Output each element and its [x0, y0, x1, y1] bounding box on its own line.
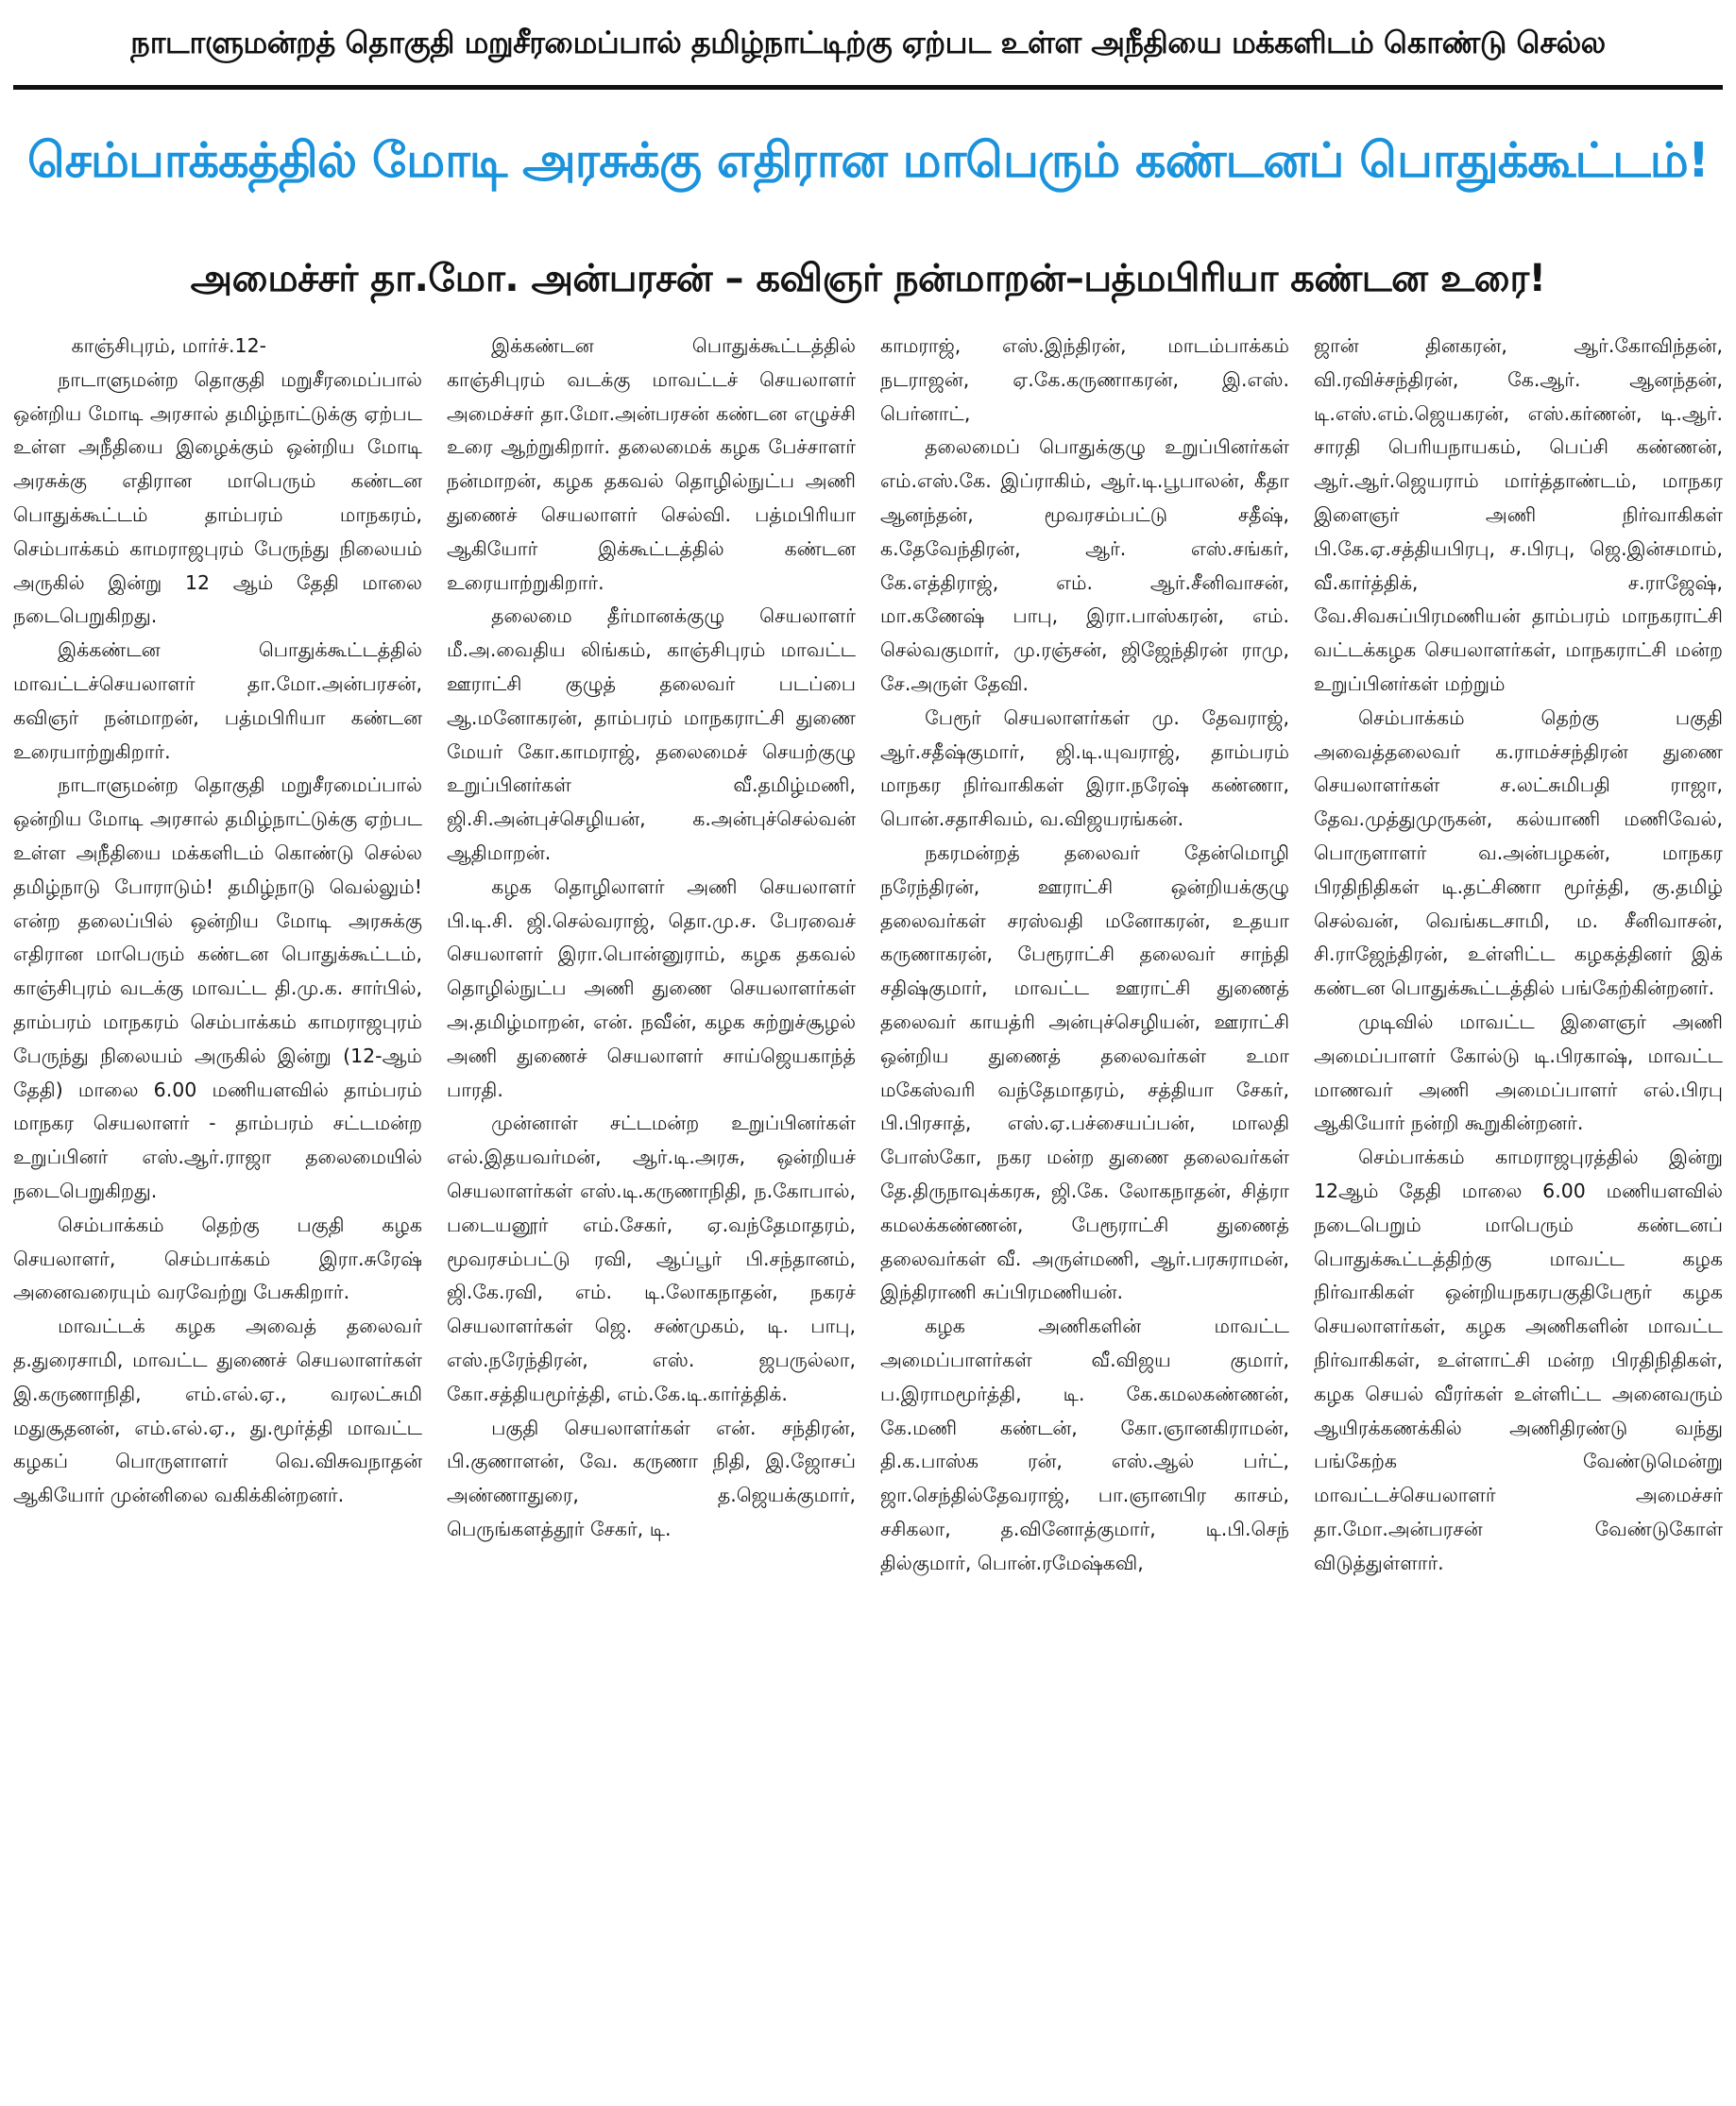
paragraph: கழக தொழிலாளர் அணி செயலாளர் பி.டி.சி. ஜி.செல்வராஜ், தொ.மு.ச. பேரவைச் செயலாளர் இரா.பொன்னுராம், கழக தகவல் தொழில்நுட்ப அணி துணை செயலாளர்கள் அ.தமிழ்மாறன், என். நவீன், கழக சுற்றுச்சூழல் அணி துணைச் செயலாளர் சாய்ஜெயகாந்த் பாரதி.: [447, 875, 856, 1101]
paragraph: கழக அணிகளின் மாவட்ட அமைப்பாளர்கள் வீ.விஜய குமார், ப.இராமமூர்த்தி, டி. கே.கமலகண்ணன், கே.மணி கண்டன், கோ.ஞானகிராமன், தி.க.பாஸ்க ரன், எஸ்.ஆல் பர்ட், ஜா.செந்தில்தேவராஜ், பா.ஞானபிர காசம், சசிகலா, த.வினோத்குமார், டி.பி.செந் தில்குமார், பொன்.ரமேஷ்கவி,: [880, 1315, 1289, 1574]
paragraph: நகரமன்றத் தலைவர் தேன்மொழி நரேந்திரன், ஊராட்சி ஒன்றியக்குழு தலைவர்கள் சரஸ்வதி மனோகரன், உதயா கருணாகரன், பேரூராட்சி தலைவர் சாந்தி சதிஷ்குமார், மாவட்ட ஊராட்சி துணைத் தலைவர் காயத்ரி அன்புச்செழியன், ஊராட்சி ஒன்றிய துணைத் தலைவர்கள் உமா மகேஸ்வரி வந்தேமாதரம், சத்தியா சேகர், பி.பிரசாத், எஸ்.ஏ.பச்சையப்பன், மாலதி போஸ்கோ, நகர மன்ற துணை தலைவர்கள் தே.திருநாவுக்கரசு, ஜி.கே. லோகநாதன், சித்ரா கமலக்கண்ணன், பேரூராட்சி துணைத் தலைவர்கள் வீ. அருள்மணி, ஆர்.பரசுராமன், இந்திராணி சுப்பிரமணியன்.: [880, 841, 1289, 1304]
paragraph: நாடாளுமன்ற தொகுதி மறுசீரமைப்பால் ஒன்றிய மோடி அரசால் தமிழ்நாட்டுக்கு ஏற்பட உள்ள அநீதியை மக்களிடம் கொண்டு செல்ல தமிழ்நாடு போராடும்! தமிழ்நாடு வெல்லும்! என்ற தலைப்பில் ஒன்றிய மோடி அரசுக்கு எதிரான மாபெரும் கண்டன பொதுக்கூட்டம், காஞ்சிபுரம் வடக்கு மாவட்ட தி.மு.க. சார்பில், தாம்பரம் மாநகரம் செம்பாக்கம் காமராஜபுரம் பேருந்து நிலையம் அருகில் இன்று (12-ஆம் தேதி) மாலை 6.00 மணியளவில் தாம்பரம் மாநகர செயலாளர் - தாம்பரம் சட்டமன்ற உறுப்பினர் எஸ்.ஆர்.ராஜா தலைமையில் நடைபெறுகிறது.: [13, 773, 422, 1202]
paragraph: முடிவில் மாவட்ட இளைஞர் அணி அமைப்பாளர் கோல்டு டி.பிரகாஷ், மாவட்ட மாணவர் அணி அமைப்பாளர் எல்.பிரபு ஆகியோர் நன்றி கூறுகின்றனர்.: [1314, 1010, 1723, 1135]
paragraph: இக்கண்டன பொதுக்கூட்டத்தில் மாவட்டச்செயலாளர் தா.மோ.அன்பரசன், கவிஞர் நன்மாறன், பத்மபிரியா கண்டன உரையாற்றுகிறார்.: [13, 638, 422, 763]
paragraph: ஜான் தினகரன், ஆர்.கோவிந்தன், வி.ரவிச்சந்திரன், கே.ஆர். ஆனந்தன், டி.எஸ்.எம்.ஜெயகரன், எஸ்.கர்ணன், டி.ஆர். சாரதி பெரியநாயகம், பெப்சி கண்ணன், ஆர்.ஆர்.ஜெயராம் மார்த்தாண்டம், மாநகர இளைஞர் அணி நிர்வாகிகள் பி.கே.ஏ.சத்தியபிரபு, ச.பிரபு, ஜெ.இன்சமாம், வீ.கார்த்திக், ச.ராஜேஷ், வே.சிவசுப்பிரமணியன் தாம்பரம் மாநகராட்சி வட்டக்கழக செயலாளர்கள், மாநகராட்சி மன்ற உறுப்பினர்கள் மற்றும்: [1314, 334, 1723, 695]
paragraph: செம்பாக்கம் காமராஜபுரத்தில் இன்று 12ஆம் தேதி மாலை 6.00 மணியளவில் நடைபெறும் மாபெரும் கண்டனப் பொதுக்கூட்டத்திற்கு மாவட்ட கழக நிர்வாகிகள் ஒன்றியநகரபகுதிபேரூர் கழக செயலாளர்கள், கழக அணிகளின் மாவட்ட நிர்வாகிகள், உள்ளாட்சி மன்ற பிரதிநிதிகள், கழக செயல் வீரர்கள் உள்ளிட்ட அனைவரும் ஆயிரக்கணக்கில் அணிதிரண்டு வந்து பங்கேற்க வேண்டுமென்று மாவட்டச்செயலாளர் அமைச்சர் தா.மோ.அன்பரசன் வேண்டுகோள் விடுத்துள்ளார்.: [1314, 1146, 1723, 1574]
paragraph: தலைமை தீர்மானக்குழு செயலாளர் மீ.அ.வைதிய லிங்கம், காஞ்சிபுரம் மாவட்ட ஊராட்சி குழுத் தலைவர் படப்பை ஆ.மனோகரன், தாம்பரம் மாநகராட்சி துணை மேயர் கோ.காமராஜ், தலைமைச் செயற்குழு உறுப்பினர்கள் வீ.தமிழ்மணி, ஜி.சி.அன்புச்செழியன், க.அன்புச்செல்வன் ஆதிமாறன்.: [447, 604, 856, 864]
paragraph: இக்கண்டன பொதுக்கூட்டத்தில் காஞ்சிபுரம் வடக்கு மாவட்டச் செயலாளர் அமைச்சர் தா.மோ.அன்பரசன் கண்டன எழுச்சி உரை ஆற்றுகிறார். தலைமைக் கழக பேச்சாளர் நன்மாறன், கழக தகவல் தொழில்நுட்ப அணி துணைச் செயலாளர் செல்வி. பத்மபிரியா ஆகியோர் இக்கூட்டத்தில் கண்டன உரையாற்றுகிறார்.: [447, 334, 856, 594]
headline: செம்பாக்கத்தில் மோடி அரசுக்கு எதிரான மாபெரும் கண்டனப் பொதுக்கூட்டம்!: [26, 133, 1710, 189]
paragraph: செம்பாக்கம் தெற்கு பகுதி அவைத்தலைவர் க.ராமச்சந்திரன் துணை செயலாளர்கள் ச.லட்சுமிபதி ராஜா, தேவ.முத்துமுருகன், கல்யாணி மணிவேல், பொருளாளர் வ.அன்பழகன், மாநகர பிரதிநிதிகள் டி.தட்சிணா மூர்த்தி, கு.தமிழ் செல்வன், வெங்கடசாமி, ம. சீனிவாசன், சி.ராஜேந்திரன், உள்ளிட்ட கழகத்தினர் இக் கண்டன பொதுக்கூட்டத்தில் பங்கேற்கின்றனர்.: [1314, 705, 1723, 1000]
column-2: [447, 330, 856, 2086]
paragraph: செம்பாக்கம் தெற்கு பகுதி கழக செயலாளர், செம்பாக்கம் இரா.சுரேஷ் அனைவரையும் வரவேற்று பேசுகிறார்.: [13, 1213, 422, 1304]
article-body: [13, 330, 1723, 2086]
column-3: [880, 330, 1289, 2086]
paragraph: பகுதி செயலாளர்கள் என். சந்திரன், பி.குணாளன், வே. கருணா நிதி, இ.ஜோசப் அண்ணாதுரை, த.ஜெயக்குமார், பெருங்களத்தூர் சேகர், டி.: [447, 1416, 856, 1540]
paragraph: தலைமைப் பொதுக்குழு உறுப்பினர்கள் எம்.எஸ்.கே. இப்ராகிம், ஆர்.டி.பூபாலன், கீதா ஆனந்தன், மூவரசம்பட்டு சதீஷ், க.தேவேந்திரன், ஆர். எஸ்.சங்கர், கே.எத்திராஜ், எம். ஆர்.சீனிவாசன், மா.கணேஷ் பாபு, இரா.பாஸ்கரன், எம். செல்வகுமார், மு.ரஞ்சன், ஜிஜேந்திரன் ராமு, சே.அருள் தேவி.: [880, 435, 1289, 695]
paragraph: நாடாளுமன்ற தொகுதி மறுசீரமைப்பால் ஒன்றிய மோடி அரசால் தமிழ்நாட்டுக்கு ஏற்பட உள்ள அநீதியை இழைக்கும் ஒன்றிய மோடி அரசுக்கு எதிரான மாபெரும் கண்டன பொதுக்கூட்டம் தாம்பரம் மாநகரம், செம்பாக்கம் காமராஜபுரம் பேருந்து நிலையம் அருகில் இன்று 12 ஆம் தேதி மாலை நடைபெறுகிறது.: [13, 367, 422, 628]
paragraph: பேரூர் செயலாளர்கள் மு. தேவராஜ், ஆர்.சதீஷ்குமார், ஜி.டி.யுவராஜ், தாம்பரம் மாநகர நிர்வாகிகள் இரா.நரேஷ் கண்ணா, பொன்.சதாசிவம், வ.விஜயரங்கன்.: [880, 705, 1289, 831]
dateline: காஞ்சிபுரம், மார்ச்.12-: [71, 334, 267, 357]
column-1: [13, 330, 422, 2086]
column-4: [1314, 330, 1723, 2086]
paragraph: முன்னாள் சட்டமன்ற உறுப்பினர்கள் எல்.இதயவர்மன், ஆர்.டி.அரசு, ஒன்றியச் செயலாளர்கள் எஸ்.டி.கருணாநிதி, ந.கோபால், படையனூர் எம்.சேகர், ஏ.வந்தேமாதரம், மூவரசம்பட்டு ரவி, ஆப்பூர் பி.சந்தானம், ஜி.கே.ரவி, எம். டி.லோகநாதன், நகரச் செயலாளர்கள் ஜெ. சண்முகம், டி. பாபு, எஸ்.நரேந்திரன், எஸ். ஜபருல்லா, கோ.சத்தியமூர்த்தி, எம்.கே.டி.கார்த்திக்.: [447, 1112, 856, 1405]
subheadline: அமைச்சர் தா.மோ. அன்பரசன் – கவிஞர் நன்மாறன்–பத்மபிரியா கண்டன உரை!: [190, 257, 1546, 300]
paragraph: காமராஜ், எஸ்.இந்திரன், மாடம்பாக்கம் நடராஜன், ஏ.கே.கருணாகரன், இ.எஸ். பெர்னாட்,: [880, 334, 1289, 425]
paragraph: மாவட்டக் கழக அவைத் தலைவர் த.துரைசாமி, மாவட்ட துணைச் செயலாளர்கள் இ.கருணாநிதி, எம்.எல்.ஏ., வரலட்சுமி மதுசூதனன், எம்.எல்.ஏ., து.மூர்த்தி மாவட்ட கழகப் பொருளாளர் வெ.விசுவநாதன் ஆகியோர் முன்னிலை வகிக்கின்றனர்.: [13, 1315, 422, 1507]
kicker-line: நாடாளுமன்றத் தொகுதி மறுசீரமைப்பால் தமிழ்நாட்டிற்கு ஏற்பட உள்ள அநீதியை மக்களிடம் கொண்டு செல்ல: [13, 0, 1723, 90]
